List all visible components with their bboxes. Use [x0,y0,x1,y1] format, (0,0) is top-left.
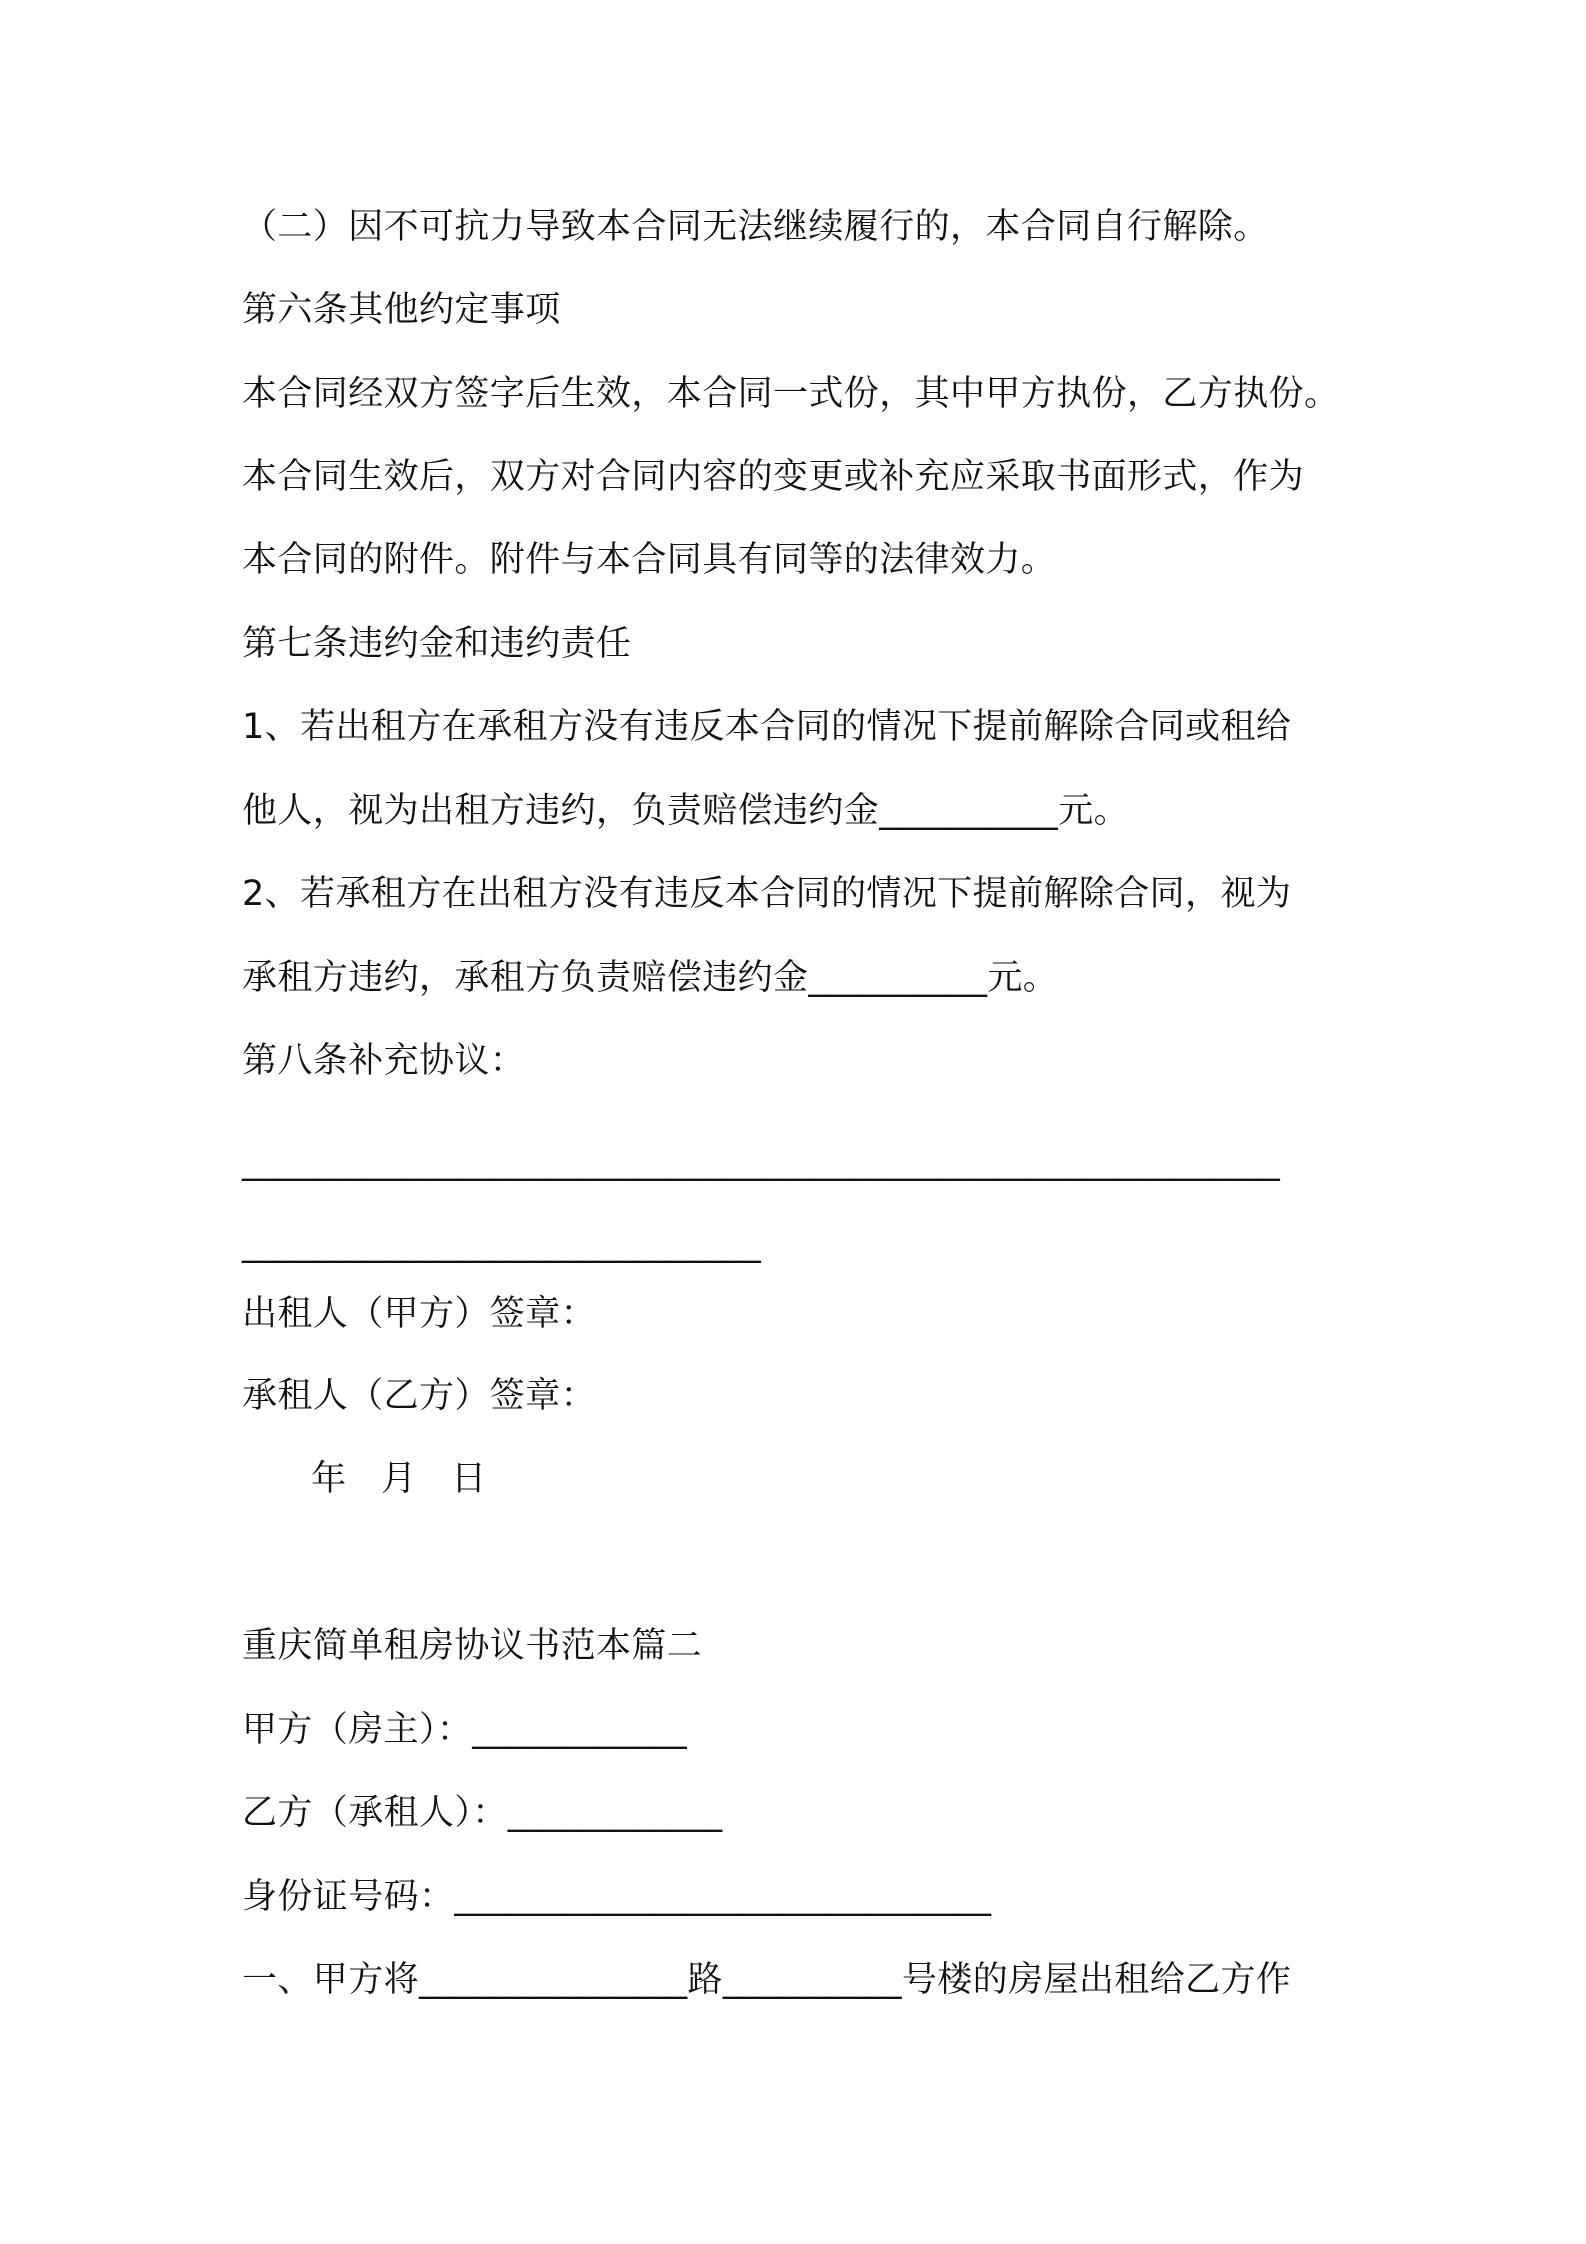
text-line: 本合同的附件。附件与本合同具有同等的法律效力。 [242,540,1057,580]
text-line: （二）因不可抗力导致本合同无法继续履行的，本合同自行解除。 [242,207,1269,247]
text-line: 承租方违约，承租方负责赔偿违约金__________元。 [242,958,1059,998]
section-title: 重庆简单租房协议书范本篇二 [242,1626,703,1666]
date-line: 年 月 日 [242,1459,487,1499]
signature-line-lessee: 承租人（乙方）签章： [242,1376,597,1416]
section-heading: 第六条其他约定事项 [242,290,561,330]
text-line: 2、若承租方在出租方没有违反本合同的情况下提前解除合同，视为 [242,874,1292,914]
text-line: 他人，视为出租方违约，负责赔偿违约金__________元。 [242,791,1130,831]
section-heading: 第七条违约金和违约责任 [242,624,632,664]
signature-line-lessor: 出租人（甲方）签章： [242,1294,597,1334]
section-heading: 第八条补充协议： [242,1041,526,1081]
text-line: 本合同生效后，双方对合同内容的变更或补充应采取书面形式，作为 [242,457,1305,497]
text-line: 本合同经双方签字后生效，本合同一式份，其中甲方执份，乙方执份。 [242,374,1340,414]
id-number-line: 身份证号码：______________________________ [242,1877,992,1917]
text-line: 1、若出租方在承租方没有违反本合同的情况下提前解除合同或租给 [242,707,1292,747]
blank-line: __________________________________________________________ [242,1142,1281,1182]
party-a-line: 甲方（房主）：____________ [242,1710,688,1750]
text-line: 一、甲方将_______________路__________号楼的房屋出租给乙方作 [242,1960,1292,2000]
party-b-line: 乙方（承租人）：____________ [242,1793,723,1833]
blank-line: _____________________________ [242,1224,762,1264]
